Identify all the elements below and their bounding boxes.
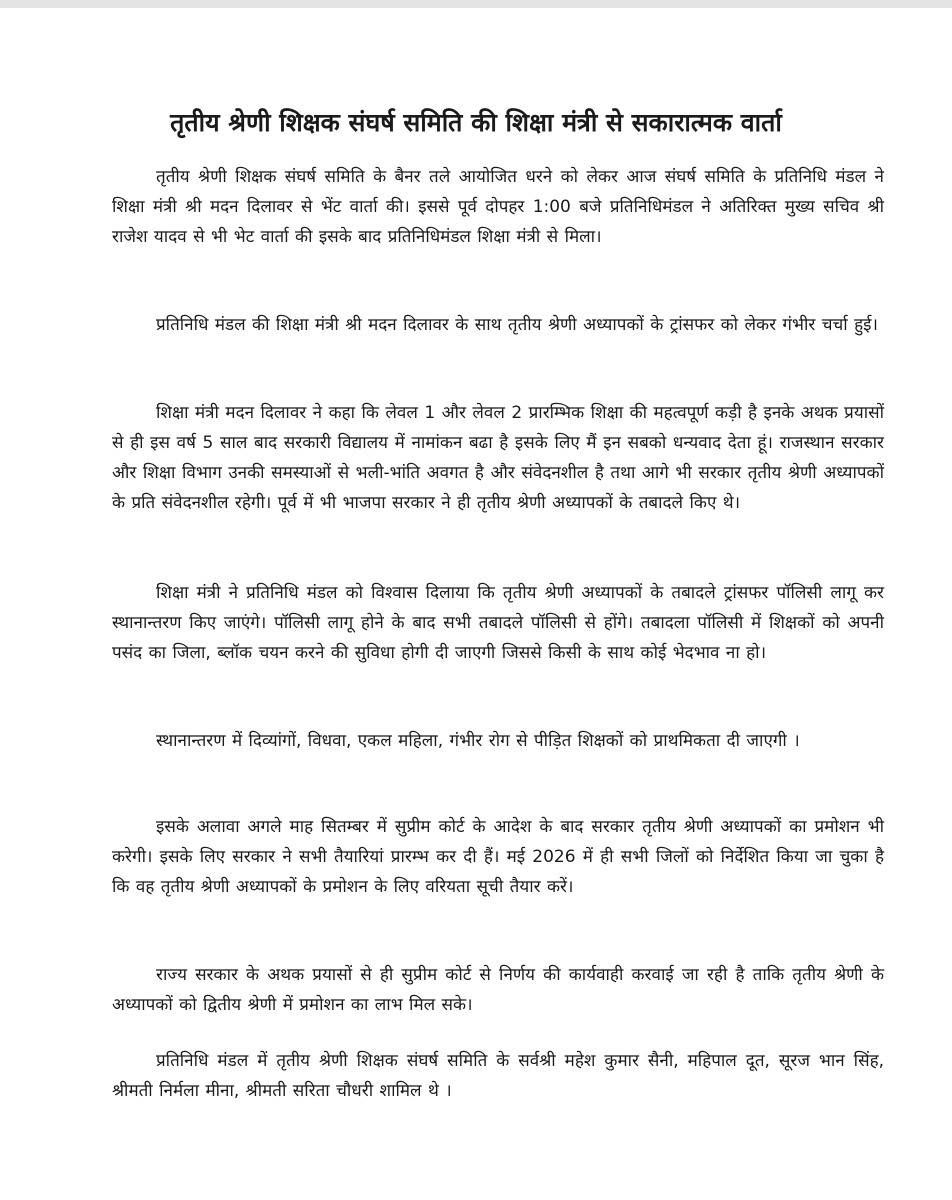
document-title: तृतीय श्रेणी शिक्षक संघर्ष समिति की शिक्षा मंत्री से सकारात्मक वार्ता — [170, 108, 782, 137]
paragraph-delegation-members: प्रतिनिधि मंडल में तृतीय श्रेणी शिक्षक संघर्ष समिति के सर्वश्री महेश कुमार सैनी, महिपाल दूत, सूरज भान सिंह, श्रीमती निर्मला मीना, श्रीमती सरिता चौधरी शामिल थे । — [112, 1051, 884, 1101]
paragraph-minister-statement: शिक्षा मंत्री मदन दिलावर ने कहा कि लेवल 1 और लेवल 2 प्रारम्भिक शिक्षा की महत्वपूर्ण कड़ी है इनके अथक प्रयासों से ही इस वर्ष 5 साल बाद सरकारी विद्यालय में नामांकन बढा है इसके लिए मैं इन सबको धन्यवाद देता हूं। राजस्थान सरकार और शिक्षा विभाग उनकी समस्याओं से भली-भांति अवगत है और संवेदनशील है तथा आगे भी सरकार तृतीय श्रेणी अध्यापकों के प्रति संवेदनशील रहेगी। पूर्व में भी भाजपा सरकार ने ही तृतीय श्रेणी अध्यापकों के तबादले किए थे। — [112, 403, 884, 513]
paragraph-transfer-discussion: प्रतिनिधि मंडल की शिक्षा मंत्री श्री मदन दिलावर के साथ तृतीय श्रेणी अध्यापकों के ट्रांसफर को लेकर गंभीर चर्चा हुई। — [156, 315, 878, 335]
paragraph-promotion-plan: इसके अलावा अगले माह सितम्बर में सुप्रीम कोर्ट के आदेश के बाद सरकार तृतीय श्रेणी अध्यापकों का प्रमोशन भी करेगी। इसके लिए सरकार ने सभी तैयारियां प्रारम्भ कर दी हैं। मई 2026 में ही सभी जिलों को निर्देशित किया जा चुका है कि वह तृतीय श्रेणी अध्यापकों के प्रमोशन के लिए वरियता सूची तैयार करें। — [112, 817, 884, 897]
top-edge-strip — [0, 0, 952, 8]
paragraph-meeting-intro: तृतीय श्रेणी शिक्षक संघर्ष समिति के बैनर तले आयोजित धरने को लेकर आज संघर्ष समिति के प्रतिनिधि मंडल ने शिक्षा मंत्री श्री मदन दिलावर से भेंट वार्ता की। इससे पूर्व दोपहर 1:00 बजे प्रतिनिधिमंडल ने अतिरिक्त मुख्य सचिव श्री राजेश यादव से भी भेट वार्ता की इसके बाद प्रतिनिधिमंडल शिक्षा मंत्री से मिला। — [112, 167, 884, 247]
paragraph-supreme-court: राज्य सरकार के अथक प्रयासों से ही सुप्रीम कोर्ट से निर्णय की कार्यवाही करवाई जा रही है ताकि तृतीय श्रेणी के अध्यापकों को द्वितीय श्रेणी में प्रमोशन का लाभ मिल सके। — [112, 965, 884, 1015]
paragraph-priority-groups: स्थानान्तरण में दिव्यांगों, विधवा, एकल महिला, गंभीर रोग से पीड़ित शिक्षकों को प्राथमिकता दी जाएगी । — [156, 731, 800, 751]
paragraph-transfer-policy: शिक्षा मंत्री ने प्रतिनिधि मंडल को विश्वास दिलाया कि तृतीय श्रेणी अध्यापकों के तबादले ट्रांसफर पॉलिसी लागू कर स्थानान्तरण किए जाएंगे। पॉलिसी लागू होने के बाद सभी तबादले पॉलिसी से होंगे। तबादला पॉलिसी में शिक्षकों को अपनी पसंद का जिला, ब्लॉक चयन करने की सुविधा होगी दी जाएगी जिससे किसी के साथ कोई भेदभाव ना हो। — [112, 583, 884, 663]
